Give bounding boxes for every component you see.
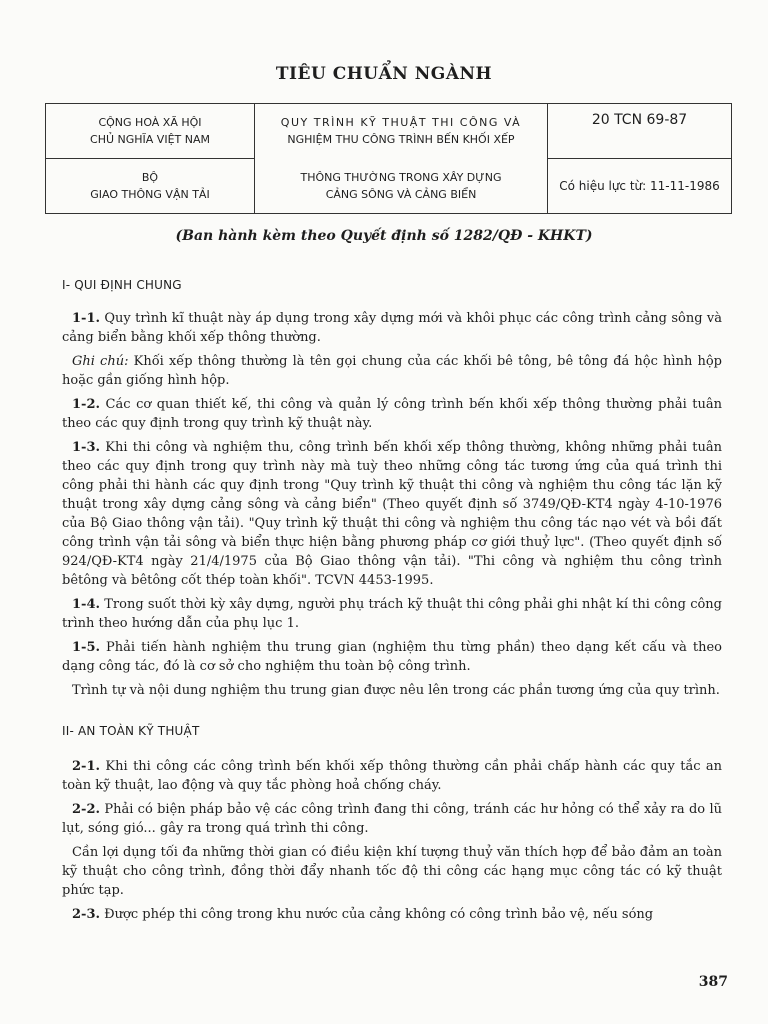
paragraph-1-3 — [62, 438, 722, 590]
clause-text: Trong suốt thời kỳ xây dựng, người phụ trách kỹ thuật thi công phải ghi nhật kí thi công công trình theo hướng dẫn của phụ lục 1. — [62, 597, 722, 631]
standard-code: 20 TCN 69-87 — [591, 112, 688, 128]
section1-heading: I- QUI ĐỊNH CHUNG — [62, 278, 182, 292]
republic-line2: CHỦ NGHĨA VIỆT NAM — [90, 133, 210, 146]
page-title: TIÊU CHUẨN NGÀNH — [275, 64, 493, 84]
clause-number: 2-3. — [72, 907, 101, 922]
republic-cell — [46, 104, 255, 159]
ministry-cell — [46, 159, 255, 214]
clause-text: Khi thi công các công trình bến khối xếp thông thường cần phải chấp hành các quy tắc an toàn kỹ thuật, lao động và quy tắc phòng hoả chống cháy. — [62, 759, 722, 793]
clause-text: Các cơ quan thiết kế, thi công và quản lý công trình bến khối xếp thông thường phải tuân theo các quy định trong quy trình kỹ thuật này. — [62, 397, 722, 431]
note-text: Khối xếp thông thường là tên gọi chung của các khối bê tông, bê tông đá hộc hình hộp hoặc gần giống hình hộp. — [62, 354, 722, 388]
clause-number: 1-5. — [72, 640, 101, 655]
section2-heading: II- AN TOÀN KỸ THUẬT — [62, 724, 200, 738]
clause-number: 1-1. — [72, 311, 101, 326]
clause-number: 1-4. — [72, 597, 101, 612]
clause-text: Quy trình kĩ thuật này áp dụng trong xây dựng mới và khôi phục các công trình cảng sông và cảng biển bằng khối xếp thông thường. — [62, 311, 722, 345]
body-text — [62, 276, 722, 929]
title-line4: CẢNG SÔNG VÀ CẢNG BIỂN — [325, 187, 477, 201]
clause-number: 1-3. — [72, 440, 101, 455]
note-paragraph — [62, 352, 722, 390]
clause-text: Phải có biện pháp bảo vệ các công trình đang thi công, tránh các hư hỏng có thể xảy ra do lũ lụt, sóng gió... gây ra trong quá trình thi công. — [62, 802, 722, 836]
clause-number: 2-2. — [72, 802, 101, 817]
clause-number: 1-2. — [72, 397, 101, 412]
ministry-line2: GIAO THÔNG VẬN TẢI — [90, 188, 210, 201]
paragraph-1-6: Trình tự và nội dung nghiệm thu trung gian được nêu lên trong các phần tương ứng của quy trình. — [72, 683, 720, 698]
clause-text: Được phép thi công trong khu nước của cảng không có công trình bảo vệ, nếu sóng — [100, 907, 654, 922]
effective-cell — [548, 159, 732, 214]
note-label: Ghi chú: — [72, 354, 129, 369]
paragraph-1-2 — [62, 395, 722, 433]
title-line2: NGHIỆM THU CÔNG TRÌNH BẾN KHỐI XẾP — [287, 133, 515, 147]
republic-line1: CỘNG HOÀ XÃ HỘI — [98, 116, 202, 129]
paragraph-1-5 — [62, 638, 722, 676]
paragraph-2-2 — [62, 800, 722, 838]
paragraph-1-1 — [62, 309, 722, 347]
code-cell — [548, 104, 732, 159]
clause-text: Phải tiến hành nghiệm thu trung gian (nghiệm thu từng phần) theo dạng kết cấu và theo dạng công tác, đó là cơ sở cho nghiệm thu toàn bộ công trình. — [62, 640, 722, 674]
paragraph-2-2b: Cần lợi dụng tối đa những thời gian có điều kiện khí tượng thuỷ văn thích hợp để bảo đảm an toàn kỹ thuật cho công trình, đồng thời đẩy nhanh tốc độ thi công các hạng mục công tác có kỹ thuật phức tạp. — [62, 845, 722, 898]
header-table — [45, 103, 732, 214]
clause-number: 2-1. — [72, 759, 101, 774]
title-cell-top — [255, 104, 548, 159]
page-number: 387 — [698, 974, 728, 990]
title-line1: QUY TRÌNH KỸ THUẬT THI CÔNG VÀ — [280, 116, 522, 130]
decree-line: (Ban hành kèm theo Quyết định số 1282/QĐ - KHKT) — [175, 228, 593, 244]
paragraph-1-4 — [62, 595, 722, 633]
paragraph-2-3 — [62, 905, 722, 924]
clause-text: Khi thi công và nghiệm thu, công trình bến khối xếp thông thường, không những phải tuân theo các quy định trong quy trình này mà tuỳ theo những công tác tương ứng của quá trình thi công phải thi hành các quy định trong "Quy trình kỹ thuật thi công và nghiệm thu công tác lặn kỹ thuật trong xây dựng cảng sông và cảng biển" (Theo quyết định số 3749/QĐ-KT4 ngày 4-10-1976 của Bộ Giao thông vận tải). "Quy trình kỹ thuật thi công và nghiệm thu công tác nạo vét và bồi đất công trình vận tải sông và biển thực hiện bằng phương pháp cơ giới thuỷ lực". (Theo quyết định số 924/QĐ-KT4 ngày 21/4/1975 của Bộ Giao thông vận tải). "Thi công và nghiệm thu công trình bêtông và bêtông cốt thép toàn khối". TCVN 4453-1995. — [62, 440, 722, 588]
title-line3: THÔNG THƯỜNG TRONG XÂY DỰNG — [300, 170, 502, 184]
ministry-line1: BỘ — [141, 171, 159, 184]
title-cell-bottom — [255, 159, 548, 214]
effective-date: Có hiệu lực từ: 11-11-1986 — [559, 179, 720, 193]
paragraph-2-1 — [62, 757, 722, 795]
